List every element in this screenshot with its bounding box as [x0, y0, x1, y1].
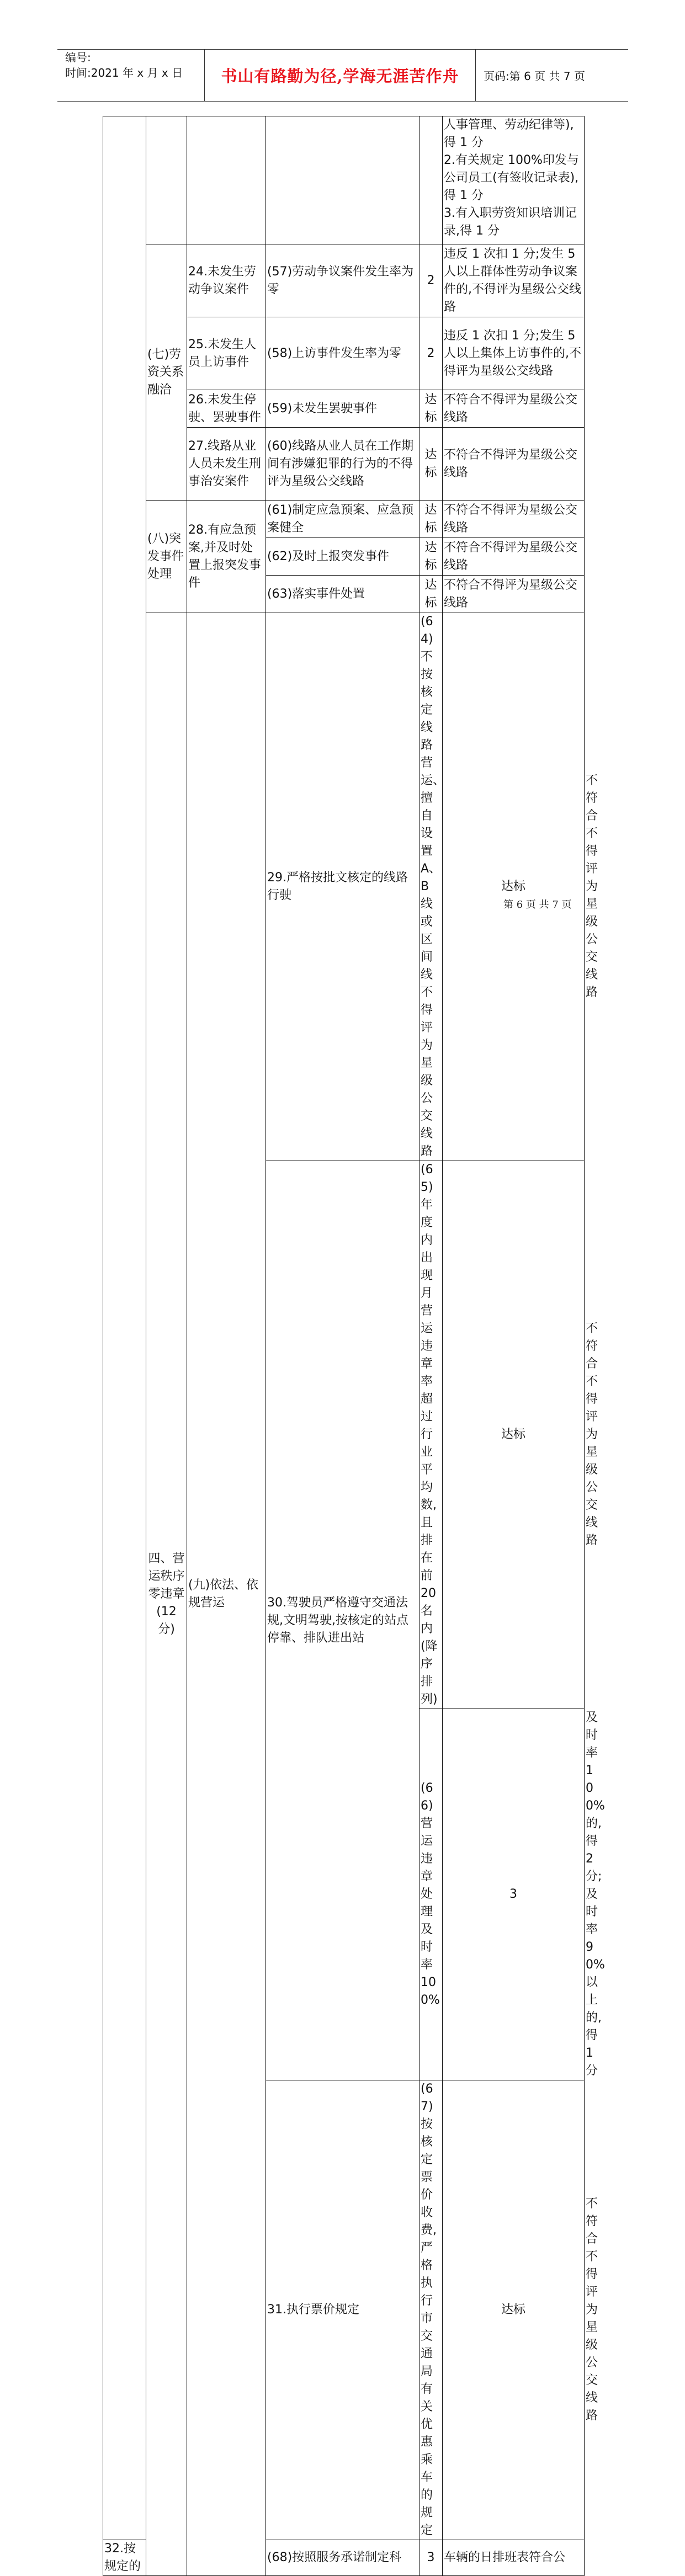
criterion-cell: (68)按照服务承诺制定科 [266, 2540, 420, 2576]
category-cell: (八)突发事件处理 [146, 501, 187, 613]
scoring-cell: 不符合不得评为星级公交线路 [443, 538, 585, 576]
item-cell: 25.未发生人员上访事件 [187, 317, 266, 390]
category-cell: (九)依法、依规营运 [187, 613, 266, 2576]
points-cell: 达标 [443, 613, 585, 1161]
scoring-cell: 不符合不得评为星级公交线路 [443, 390, 585, 428]
category-cell: (七)劳资关系融洽 [146, 244, 187, 501]
points-cell-empty [420, 116, 443, 244]
scoring-cell: 不符合不得评为星级公交线路 [443, 576, 585, 613]
page-footer: 第 6 页 共 7 页 [503, 899, 572, 911]
header-page-cell [476, 50, 628, 101]
scoring-cell: 违反 1 次扣 1 分;发生 5 人以上群体性劳动争议案件的,不得评为星级公交线路 [443, 244, 585, 317]
header-motto-cell [204, 50, 476, 101]
motto: 书山有路勤为径,学海无涯苦作舟 [221, 67, 459, 86]
item-cell: 30.驾驶员严格遵守交通法规,文明驾驶,按核定的站点停靠、排队进出站 [266, 1161, 420, 2080]
criterion-cell: (65)年度内出现月营运违章率超过行业平均数,且排在前 20 名内(降序排列) [420, 1161, 443, 1709]
points-cell: 2 [420, 244, 443, 317]
item-cell: 26.未发生停驶、罢驶事件 [187, 390, 266, 428]
criterion-cell: (57)劳动争议案件发生率为零 [266, 244, 420, 317]
scoring-cell: 不符合不得评为星级公交线路 [443, 428, 585, 501]
section-cell-empty [103, 116, 146, 2540]
document-date: 时间:2021 年 x 月 x 日 [65, 66, 183, 79]
table-row: 四、营运秩序零违章(12 分) (九)依法、依规营运 29.严格按批文核定的线路行驶 (64)不按核定线路营运、擅自设置 A、B 线或区间线不得评为星级公交线路 达标 不符合不得评为星级公交线路 [103, 613, 585, 1161]
points-cell: 达标 [443, 1161, 585, 1709]
criterion-cell-empty [266, 116, 420, 244]
points-cell: 3 [420, 2540, 443, 2576]
table-row [103, 501, 585, 538]
points-cell: 达标 [420, 576, 443, 613]
criterion-cell: (63)落实事件处置 [266, 576, 420, 613]
criterion-cell: (61)制定应急预案、应急预案健全 [266, 501, 420, 538]
item-cell: 24.未发生劳动争议案件 [187, 244, 266, 317]
page-header [57, 49, 628, 102]
points-cell: 达标 [420, 390, 443, 428]
criterion-cell: (64)不按核定线路营运、擅自设置 A、B 线或区间线不得评为星级公交线路 [420, 613, 443, 1161]
points-cell: 2 [420, 317, 443, 390]
item-cell: 31.执行票价规定 [266, 2080, 420, 2540]
points-cell: 达标 [420, 538, 443, 576]
criterion-cell: (62)及时上报突发事件 [266, 538, 420, 576]
points-cell: 达标 [443, 2080, 585, 2540]
header-meta [65, 50, 205, 101]
table-row: (66)营运违章处理及时率 100% 3 及时率 100%的,得 2 分;及时率 90%以上的,得 1 分 [103, 1709, 585, 2080]
criterion-cell: (59)未发生罢驶事件 [266, 390, 420, 428]
item-cell-empty [187, 116, 266, 244]
scoring-cell: 违反 1 次扣 1 分;发生 5 人以上集体上访事件的,不得评为星级公交线路 [443, 317, 585, 390]
scoring-cell: 人事管理、劳动纪律等),得 1 分 2.有关规定 100%印发与公司员工(有签收记录表),得 1 分 3.有入职劳资知识培训记录,得 1 分 [443, 116, 585, 244]
scoring-cell: 不符合不得评为星级公交线路 [443, 501, 585, 538]
item-cell: 28.有应急预案,并及时处置上报突发事件 [187, 501, 266, 613]
item-cell: 32.按规定的 [103, 2540, 146, 2576]
points-cell: 达标 [420, 501, 443, 538]
table-row: 30.驾驶员严格遵守交通法规,文明驾驶,按核定的站点停靠、排队进出站 (65)年度内出现月营运违章率超过行业平均数,且排在前 20 名内(降序排列) 达标 不符合不得评为星级公交线路 [103, 1161, 585, 1709]
page-indicator: 页码:第 6 页 共 7 页 [484, 70, 585, 83]
points-cell: 达标 [420, 428, 443, 501]
evaluation-table [103, 116, 605, 2576]
item-cell: 29.严格按批文核定的线路行驶 [266, 613, 420, 1161]
item-cell: 27.线路从业人员未发生刑事治安案件 [187, 428, 266, 501]
criterion-cell: (66)营运违章处理及时率 100% [420, 1709, 443, 2080]
table-row: 31.执行票价规定 (67)按核定票价收费,严格执行市交通局有关优惠乘车的规定 达标 不符合不得评为星级公交线路 [103, 2080, 585, 2540]
table-row [103, 116, 585, 244]
section-cell: 四、营运秩序零违章(12 分) [146, 613, 187, 2576]
criterion-cell: (60)线路从业人员在工作期间有涉嫌犯罪的行为的不得评为星级公交线路 [266, 428, 420, 501]
document-number: 编号: [65, 51, 91, 64]
table-row [103, 244, 585, 317]
criterion-cell: (67)按核定票价收费,严格执行市交通局有关优惠乘车的规定 [420, 2080, 443, 2540]
points-cell: 3 [443, 1709, 585, 2080]
category-cell-empty [146, 116, 187, 244]
scoring-cell: 车辆的日排班表符合公 [443, 2540, 585, 2576]
criterion-cell: (58)上访事件发生率为零 [266, 317, 420, 390]
